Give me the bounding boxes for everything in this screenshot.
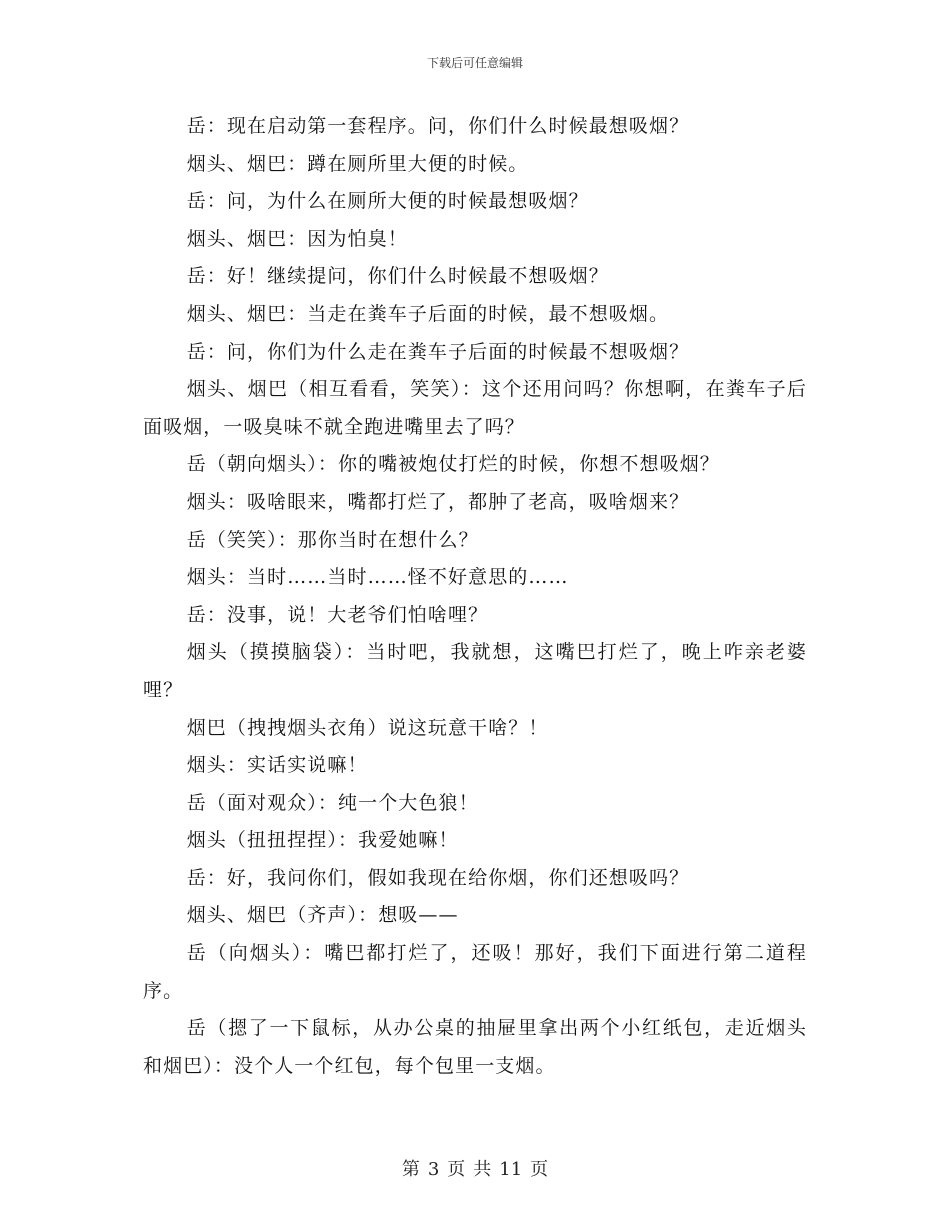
page-footer xyxy=(0,1155,950,1181)
paragraph: 岳：好，我问你们，假如我现在给你烟，你们还想吸吗？ xyxy=(186,866,690,889)
paragraph: 岳：好！继续提问，你们什么时候最不想吸烟？ xyxy=(186,265,609,288)
paragraph: 岳（向烟头）：嘴巴都打烂了，还吸！那好，我们下面进行第二道程序。 xyxy=(143,942,807,1002)
total-unit: 页 xyxy=(530,1159,549,1180)
paragraph: 烟头：实话实说嘛！ xyxy=(186,754,368,777)
paragraph: 岳：问，你们为什么走在粪车子后面的时候最不想吸烟？ xyxy=(186,340,690,363)
page-header: 下载后可任意编辑 xyxy=(426,56,523,70)
total-pages: 11 xyxy=(499,1159,523,1180)
paragraph: 烟头（扭扭捏捏）：我爱她嘛！ xyxy=(186,829,459,852)
paragraph: 岳（面对观众）：纯一个大色狼！ xyxy=(186,791,479,814)
paragraph: 烟头、烟巴（相互看看，笑笑）：这个还用问吗？你想啊，在粪车子后面吸烟，一吸臭味不就全跑进嘴里去了吗？ xyxy=(143,378,807,438)
page-unit: 页 xyxy=(447,1159,466,1180)
page-number: 3 xyxy=(427,1159,440,1180)
paragraph: 岳：现在启动第一套程序。问，你们什么时候最想吸烟？ xyxy=(186,115,690,137)
paragraph: 烟巴（拽拽烟头衣角）说这玩意干啥？！ xyxy=(186,716,549,739)
paragraph: 岳（朝向烟头）：你的嘴被炮仗打烂的时候，你想不想吸烟？ xyxy=(186,453,720,476)
paragraph: 烟头、烟巴（齐声）：想吸—— xyxy=(186,904,459,927)
total-label: 共 xyxy=(473,1159,492,1180)
paragraph: 岳（笑笑）：那你当时在想什么？ xyxy=(186,528,479,551)
page-label: 第 xyxy=(401,1159,420,1180)
paragraph: 烟头、烟巴：当走在粪车子后面的时候，最不想吸烟。 xyxy=(186,302,670,325)
document-body xyxy=(143,108,807,1085)
paragraph: 烟头：吸啥眼来，嘴都打烂了，都肿了老高，吸啥烟来？ xyxy=(186,490,690,513)
paragraph: 岳（摁了一下鼠标，从办公桌的抽屉里拿出两个小红纸包，走近烟头和烟巴）：没个人一个红包，每个包里一支烟。 xyxy=(143,1017,807,1077)
paragraph: 岳：没事，说！大老爷们怕啥哩？ xyxy=(186,603,489,626)
paragraph: 岳：问，为什么在厕所大便的时候最想吸烟？ xyxy=(186,190,589,213)
paragraph: 烟头（摸摸脑袋）：当时吧，我就想，这嘴巴打烂了，晚上咋亲老婆哩？ xyxy=(143,641,807,701)
paragraph: 烟头、烟巴：蹲在厕所里大便的时候。 xyxy=(186,152,529,175)
paragraph: 烟头、烟巴：因为怕臭！ xyxy=(186,227,408,250)
paragraph: 烟头：当时……当时……怪不好意思的…… xyxy=(186,566,569,589)
